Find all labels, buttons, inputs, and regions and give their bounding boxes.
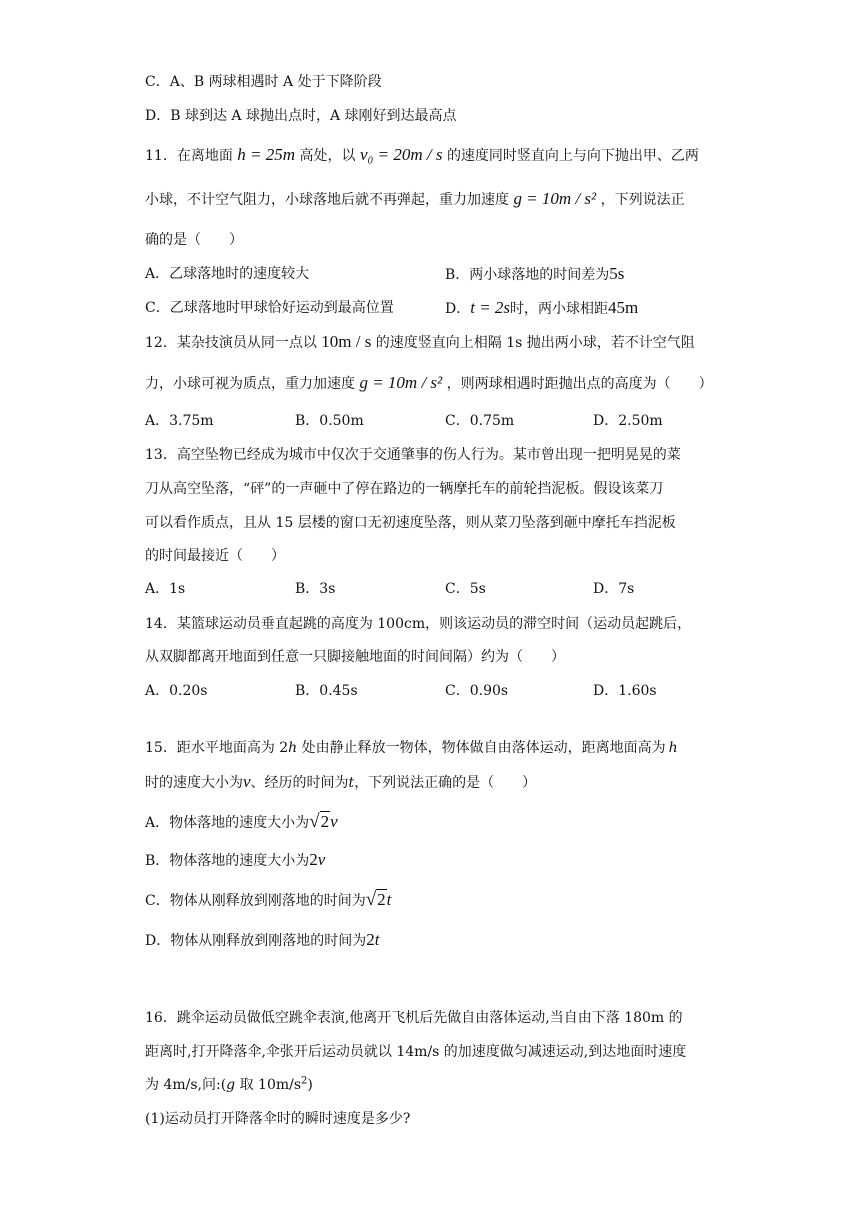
q16-subquestion-1: (1)运动员打开降落伞时的瞬时速度是多少? [145,1111,411,1127]
q11-gravity-expr: g = 10m / s² [513,189,597,208]
q14-option-d: D．1.60s [593,683,657,699]
q10-option-c: C．A、B 两球相遇时 A 处于下降阶段 [145,74,382,90]
q11-stem-line1: 11．在离地面 h = 25m 高处，以 v₀ = 20m / s 的速度同时竖直向上与向下抛出甲、乙两 [145,145,699,164]
q15-option-c: C．物体从刚释放到刚落地的时间为√2t [145,889,392,910]
q13-stem-line3: 可以看作质点，且从 15 层楼的窗口无初速度坠落，则从菜刀坠落到砸中摩托车挡泥板 [145,515,676,531]
q13-stem-line1: 13．高空坠物已经成为城市中仅次于交通肇事的伤人行为。某市曾出现一把明晃晃的菜 [145,447,681,463]
q14-stem-line1: 14．某篮球运动员垂直起跳的高度为 100cm，则该运动员的滞空时间（运动员起跳后， [145,616,692,632]
q12-stem-line2: 力，小球可视为质点，重力加速度 g = 10m / s² ，则两球相遇时距抛出点的高度为（ ） [145,373,713,392]
q12-gravity-expr: g = 10m / s² [359,373,443,392]
q14-option-b: B．0.45s [295,683,358,699]
q15-option-a: A．物体落地的速度大小为√2v [145,811,338,832]
q13-stem-line4: 的时间最接近（ ） [145,548,285,564]
q13-options [145,580,745,600]
q12-option-d: D．2.50m [593,413,663,429]
sqrt-symbol: √2 [309,811,330,832]
q11-options-row1 [145,265,745,285]
q15-stem-line2: 时的速度大小为v、经历的时间为t，下列说法正确的是（ ） [145,772,537,791]
q15-option-b: B．物体落地的速度大小为2v [145,850,326,869]
q12-velocity-expr: 10m / s [321,332,372,351]
q11-option-a: A．乙球落地时的速度较大 [145,266,310,282]
q13-option-a: A．1s [145,581,186,597]
q11-height-expr: h = 25m [237,145,296,164]
q13-stem-line2: 刀从高空坠落，“砰”的一声砸中了停在路边的一辆摩托车的前轮挡泥板。假设该菜刀 [145,481,664,497]
q15-stem-line1: 15．距水平地面高为 2h 处由静止释放一物体，物体做自由落体运动，距离地面高为 h [145,740,678,756]
q14-option-c: C．0.90s [445,683,509,699]
q12-option-a: A．3.75m [145,413,214,429]
q14-options [145,682,745,702]
q11-option-c: C．乙球落地时甲球恰好运动到最高位置 [145,300,394,316]
q13-option-b: B．3s [295,581,336,597]
q11-option-b: B．两小球落地的时间差为5s [445,264,625,283]
q13-option-c: C．5s [445,581,486,597]
q11-option-d: D．t = 2s时，两小球相距45m [445,298,639,317]
q13-option-d: D．7s [593,581,635,597]
sqrt-symbol: √2 [365,889,386,910]
q12-option-b: B．0.50m [295,413,364,429]
q11-stem-line2: 小球，不计空气阻力，小球落地后就不再弹起，重力加速度 g = 10m / s² ，下列说法正 [145,189,685,208]
q12-options [145,412,745,432]
q16-stem-line3: 为 4m/s,问:(g 取 $10m/s^2$) [145,1075,313,1093]
q16-stem-line1: 16．跳伞运动员做低空跳伞表演,他离开飞机后先做自由落体运动,当自由下落 180m 的 [145,1010,683,1026]
q14-option-a: A．0.20s [145,683,208,699]
q11-stem-line3: 确的是（ ） [145,232,243,248]
q12-option-c: C．0.75m [445,413,515,429]
q12-stem-line1: 12．某杂技演员从同一点以 10m / s 的速度竖直向上相隔 1s 抛出两小球，若不计空气阻 [145,332,695,351]
q15-option-d: D．物体从刚释放到刚落地的时间为2t [145,930,380,949]
q11-options-row2 [145,299,745,319]
q16-stem-line2: 距离时,打开降落伞,伞张开后运动员就以 14m/s 的加速度做匀减速运动,到达地面时速度 [145,1044,687,1060]
q11-velocity-expr: v₀ = 20m / s [359,145,443,164]
q10-option-d: D．B 球到达 A 球抛出点时，A 球刚好到达最高点 [145,108,457,124]
q14-stem-line2: 从双脚都离开地面到任意一只脚接触地面的时间间隔）约为（ ） [145,649,565,665]
